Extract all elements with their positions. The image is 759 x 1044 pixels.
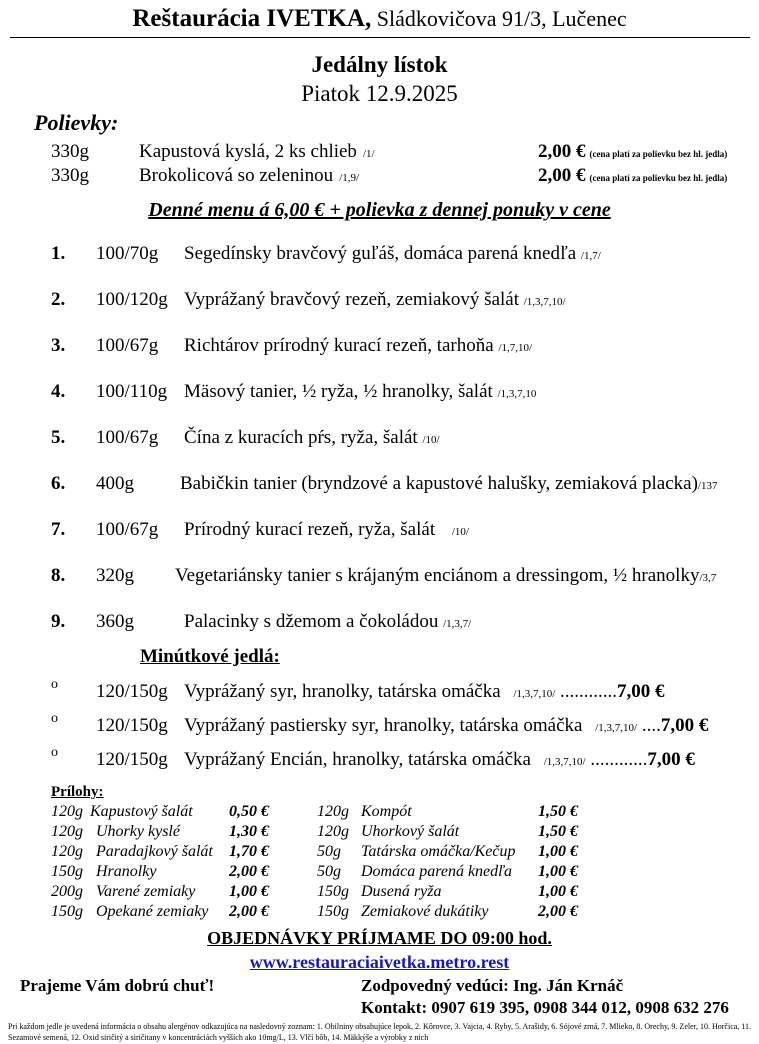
- minutkove-weight: 120/150g: [96, 681, 168, 702]
- menu-item-allergens: /1,7/: [580, 250, 601, 262]
- header-divider: [10, 37, 750, 38]
- side-price: 1,00 €: [538, 883, 578, 900]
- minutkove-desc: [184, 681, 665, 703]
- menu-item-number: 7.: [51, 519, 66, 540]
- menu-item-name: Čína z kuracích pŕs, ryža, šalát: [184, 427, 418, 448]
- menu-item-name: Prírodný kurací rezeň, ryža, šalát: [184, 519, 436, 540]
- menu-item-weight: 100/70g: [96, 243, 159, 264]
- side-weight: 150g: [317, 903, 349, 920]
- menu-item: [0, 473, 759, 497]
- side-name: Uhorkový šalát: [361, 823, 460, 840]
- side-price: 0,50 €: [229, 803, 269, 820]
- menu-item-allergens: /1,7,10/: [498, 342, 533, 354]
- menu-item-desc: [184, 519, 469, 541]
- menu-item-weight: 100/67g: [96, 427, 159, 448]
- menu-item-number: 4.: [51, 381, 66, 402]
- minutkove-weight: 120/150g: [96, 749, 168, 770]
- menu-item-name: Mäsový tanier, ½ ryža, ½ hranolky, šalát: [184, 381, 493, 402]
- soup-row: [0, 165, 759, 189]
- menu-item-weight: 100/120g: [96, 289, 168, 310]
- menu-item-name: Palacinky s džemom a čokoládou: [184, 611, 439, 632]
- menu-item-weight: 360g: [96, 611, 134, 632]
- menu-item-number: 6.: [51, 473, 66, 494]
- bullet-icon: o: [51, 745, 58, 760]
- restaurant-header: [0, 4, 759, 34]
- menu-item: [0, 519, 759, 543]
- side-name: Paradajkový šalát: [96, 843, 213, 860]
- menu-item-desc: [175, 565, 716, 587]
- soup-price-note: (cena platí za polievku bez hl. jedla): [589, 149, 728, 159]
- menu-item-allergens: /1,3,7,10: [497, 388, 537, 400]
- soup-price: 2,00 €: [538, 165, 586, 186]
- side-price: 1,00 €: [538, 843, 578, 860]
- menu-item-number: 8.: [51, 565, 66, 586]
- menu-item-number: 3.: [51, 335, 66, 356]
- side-name: Kapustový šalát: [90, 803, 193, 820]
- menu-item-desc: [184, 289, 566, 311]
- restaurant-address: Sládkovičova 91/3, Lučenec: [376, 6, 627, 31]
- side-name: Opekané zemiaky: [96, 903, 209, 920]
- minutkove-desc: [184, 715, 708, 737]
- side-weight: 120g: [317, 803, 349, 820]
- minutkove-dots: ....: [641, 715, 661, 736]
- soup-name: Kapustová kyslá, 2 ks chlieb: [139, 141, 357, 162]
- side-row: [0, 803, 759, 823]
- side-row: [0, 863, 759, 883]
- menu-item-weight: 100/67g: [96, 335, 159, 356]
- menu-item-name: Babičkin tanier (bryndzové a kapustové halušky, zemiaková placka): [180, 473, 698, 494]
- side-name: Dusená ryža: [361, 883, 442, 900]
- minutkove-item: [0, 711, 759, 739]
- menu-item-desc: [184, 381, 536, 403]
- side-name: Hranolky: [96, 863, 157, 880]
- menu-item-allergens: /3,7: [699, 572, 717, 584]
- side-weight: 50g: [317, 843, 341, 860]
- menu-item-number: 1.: [51, 243, 66, 264]
- menu-item-number: 9.: [51, 611, 66, 632]
- side-name: Uhorky kyslé: [96, 823, 180, 840]
- soup-price-note: (cena platí za polievku bez hl. jedla): [589, 173, 728, 183]
- side-name: Varené zemiaky: [96, 883, 196, 900]
- side-weight: 120g: [51, 843, 83, 860]
- side-weight: 50g: [317, 863, 341, 880]
- side-row: [0, 903, 759, 923]
- menu-item-allergens: /1,3,7,10/: [523, 296, 566, 308]
- menu-item: [0, 381, 759, 405]
- side-price: 1,50 €: [538, 803, 578, 820]
- soup-weight: 330g: [51, 141, 89, 162]
- minutkove-price: 7,00 €: [647, 749, 695, 770]
- menu-item-allergens: /1,3,7/: [443, 618, 472, 630]
- side-weight: 120g: [317, 823, 349, 840]
- menu-item-desc: [184, 335, 532, 357]
- side-price: 1,50 €: [538, 823, 578, 840]
- menu-item-weight: 100/110g: [96, 381, 168, 402]
- menu-item: [0, 289, 759, 313]
- side-price: 2,00 €: [538, 903, 578, 920]
- side-weight: 150g: [51, 903, 83, 920]
- soup-name: Brokolicová so zeleninou: [139, 165, 334, 186]
- menu-item-weight: 320g: [96, 565, 134, 586]
- soups-heading: Polievky:: [34, 110, 119, 135]
- side-price: 2,00 €: [229, 863, 269, 880]
- menu-item-name: Vyprážaný bravčový rezeň, zemiakový šalát: [184, 289, 519, 310]
- daily-menu-heading: Denné menu á 6,00 € + polievka z dennej ponuky v cene: [148, 199, 611, 221]
- minutkove-item: [0, 745, 759, 773]
- minutkove-weight: 120/150g: [96, 715, 168, 736]
- contact: Kontakt: 0907 619 395, 0908 344 012, 0908 632 276: [361, 998, 729, 1017]
- side-name: Tatárska omáčka/Kečup: [361, 843, 516, 860]
- bon-appetit: Prajeme Vám dobrú chuť!: [20, 976, 215, 995]
- minutkove-name: Vyprážaný syr, hranolky, tatárska omáčka: [184, 681, 501, 702]
- manager: Zodpovedný vedúci: Ing. Ján Krnáč: [361, 976, 624, 995]
- side-weight: 150g: [51, 863, 83, 880]
- side-price: 1,30 €: [229, 823, 269, 840]
- orders-notice: OBJEDNÁVKY PRÍJMAME DO 09:00 hod.: [207, 928, 552, 948]
- side-name: Kompót: [361, 803, 412, 820]
- soup-allergens: /1/: [362, 148, 375, 160]
- soup-price: 2,00 €: [538, 141, 586, 162]
- menu-item: [0, 611, 759, 635]
- menu-title: Jedálny lístok: [311, 52, 448, 77]
- menu-item-name: Richtárov prírodný kurací rezeň, tarhoňa: [184, 335, 494, 356]
- menu-item-desc: [184, 427, 440, 449]
- menu-item-desc: [184, 611, 471, 633]
- side-row: [0, 823, 759, 843]
- menu-item-desc: [180, 473, 717, 495]
- side-name: Zemiakové dukátiky: [361, 903, 489, 920]
- menu-item-name: Segedínsky bravčový guľáš, domáca parená knedľa: [184, 243, 577, 264]
- side-row: [0, 843, 759, 863]
- menu-item-allergens: /10/: [451, 526, 469, 538]
- website-link[interactable]: www.restauraciaivetka.metro.rest: [249, 952, 510, 972]
- side-price: 2,00 €: [229, 903, 269, 920]
- menu-item-number: 5.: [51, 427, 66, 448]
- menu-item: [0, 565, 759, 589]
- menu-item: [0, 243, 759, 267]
- soup-row: [0, 141, 759, 165]
- menu-item-weight: 100/67g: [96, 519, 159, 540]
- side-price: 1,00 €: [538, 863, 578, 880]
- menu-item: [0, 427, 759, 451]
- menu-item-number: 2.: [51, 289, 66, 310]
- side-name: Domáca parená knedľa: [361, 863, 512, 880]
- soup-weight: 330g: [51, 165, 89, 186]
- minutkove-name: Vyprážaný Encián, hranolky, tatárska omáčka: [184, 749, 531, 770]
- minutkove-allergens: /1,3,7,10/: [543, 756, 586, 768]
- menu-item-allergens: /137: [697, 480, 718, 492]
- side-weight: 150g: [317, 883, 349, 900]
- side-price: 1,70 €: [229, 843, 269, 860]
- soup-price-wrap: [538, 165, 727, 187]
- side-weight: 120g: [51, 803, 83, 820]
- soup-name-wrap: [139, 141, 375, 163]
- side-row: [0, 883, 759, 903]
- allergen-footer: Pri každom jedle je uvedená informácia o obsahu alergénov odkazujúca na nasledovný zoznam: 1. Obilniny obsahujúce lepok, 2. Kôrovce, 3. Vajcia, 4. Ryby, 5. Arašidy, 6. Sójové zrná, 7. Mlieko, 8. Orechy, 9. Zeler, 10. Horčica, 11. Sezamové semená, 12. Oxid siričitý a siričitany v koncentráciách vyšších ako 10mg/L, 13. Vlčí bôb, 14. Mäkkýše a výrobky z nich: [8, 1022, 752, 1042]
- minutkove-price: 7,00 €: [617, 681, 665, 702]
- side-weight: 120g: [51, 823, 83, 840]
- menu-item-desc: [184, 243, 601, 265]
- side-weight: 200g: [51, 883, 83, 900]
- minutkove-heading: Minútkové jedlá:: [140, 646, 280, 667]
- soup-price-wrap: [538, 141, 727, 163]
- restaurant-name: Reštaurácia IVETKA,: [132, 5, 372, 32]
- sides-heading: Prílohy:: [51, 784, 104, 800]
- menu-item-name: Vegetariánsky tanier s krájaným enciánom a dressingom, ½ hranolky: [175, 565, 700, 586]
- minutkove-item: [0, 677, 759, 705]
- minutkove-allergens: /1,3,7,10/: [513, 688, 556, 700]
- minutkove-price: 7,00 €: [660, 715, 709, 736]
- minutkove-allergens: /1,3,7,10/: [595, 722, 638, 734]
- minutkove-name: Vyprážaný pastiersky syr, hranolky, tatárska omáčka: [184, 715, 583, 736]
- menu-date: Piatok 12.9.2025: [301, 81, 458, 106]
- menu-item: [0, 335, 759, 359]
- minutkove-desc: [184, 749, 695, 771]
- menu-item-weight: 400g: [96, 473, 134, 494]
- minutkove-dots: ............: [590, 749, 648, 770]
- bullet-icon: o: [51, 711, 58, 726]
- bullet-icon: o: [51, 677, 58, 692]
- soup-name-wrap: [139, 165, 359, 187]
- soup-allergens: /1,9/: [339, 172, 360, 184]
- menu-item-allergens: /10/: [422, 434, 440, 446]
- side-price: 1,00 €: [229, 883, 269, 900]
- minutkove-dots: ............: [560, 681, 618, 702]
